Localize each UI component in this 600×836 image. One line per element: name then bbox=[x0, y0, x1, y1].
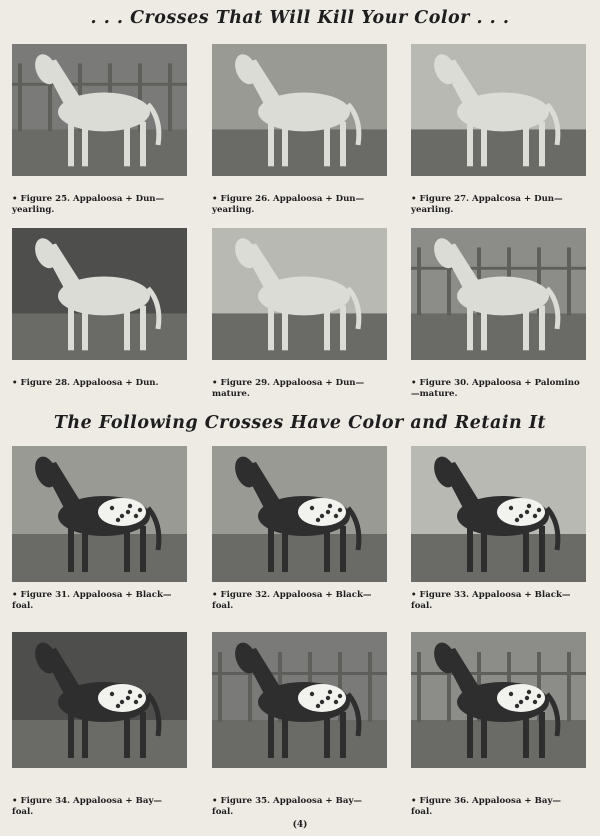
horse-photo bbox=[12, 446, 187, 582]
horse-photo-illustration bbox=[12, 632, 187, 768]
figure-caption: • Figure 30. Appaloosa + Palomino —mature. bbox=[411, 378, 580, 399]
figure-caption: • Figure 25. Appaloosa + Dun— yearling. bbox=[12, 194, 165, 215]
horse-leg bbox=[68, 122, 74, 167]
appaloosa-spot bbox=[138, 694, 142, 698]
appaloosa-spot bbox=[310, 692, 314, 696]
appaloosa-spot bbox=[128, 504, 132, 508]
horse-leg bbox=[82, 122, 88, 167]
appaloosa-spot bbox=[326, 696, 330, 700]
horse-photo-illustration bbox=[12, 228, 187, 360]
horse-leg bbox=[268, 712, 274, 758]
horse-photo-illustration bbox=[212, 446, 387, 582]
horse-photo bbox=[212, 44, 387, 176]
appaloosa-spot bbox=[310, 506, 314, 510]
horse-leg bbox=[324, 122, 330, 167]
horse-photo-illustration bbox=[411, 228, 586, 360]
horse-leg bbox=[467, 526, 473, 572]
horse-leg bbox=[523, 306, 529, 351]
horse-leg bbox=[82, 526, 88, 572]
horse-leg bbox=[268, 122, 274, 167]
horse-leg bbox=[539, 122, 545, 167]
page-number: (4) bbox=[292, 820, 308, 830]
horse-photo-illustration bbox=[411, 632, 586, 768]
horse-leg bbox=[467, 306, 473, 351]
horse-leg bbox=[523, 712, 529, 758]
appaloosa-blanket bbox=[98, 498, 146, 526]
appaloosa-spot bbox=[128, 690, 132, 694]
horse-leg bbox=[481, 712, 487, 758]
appaloosa-spot bbox=[320, 700, 324, 704]
fence-rail bbox=[411, 267, 586, 270]
figure-caption: • Figure 26. Appaloosa + Dun— yearling. bbox=[212, 194, 365, 215]
fence-post bbox=[168, 63, 172, 131]
horse-leg bbox=[467, 122, 473, 167]
appaloosa-spot bbox=[525, 696, 529, 700]
appaloosa-spot bbox=[533, 700, 537, 704]
appaloosa-spot bbox=[110, 506, 114, 510]
figure-caption: • Figure 36. Appaloosa + Bay— foal. bbox=[411, 796, 562, 817]
horse-photo bbox=[411, 446, 586, 582]
horse-leg bbox=[324, 306, 330, 351]
figure-caption: • Figure 29. Appaloosa + Dun— mature. bbox=[212, 378, 365, 399]
horse-leg bbox=[481, 122, 487, 167]
horse-leg bbox=[140, 122, 146, 167]
appaloosa-spot bbox=[120, 514, 124, 518]
horse-leg bbox=[68, 526, 74, 572]
appaloosa-spot bbox=[533, 514, 537, 518]
horse-leg bbox=[82, 712, 88, 758]
figure-caption: • Figure 31. Appaloosa + Black— foal. bbox=[12, 590, 172, 611]
horse-photo bbox=[212, 228, 387, 360]
horse-leg bbox=[467, 712, 473, 758]
appaloosa-blanket bbox=[298, 498, 346, 526]
appaloosa-spot bbox=[116, 704, 120, 708]
horse-leg bbox=[68, 712, 74, 758]
appaloosa-spot bbox=[334, 700, 338, 704]
appaloosa-spot bbox=[334, 514, 338, 518]
figure-caption: • Figure 33. Appaloosa + Black— foal. bbox=[411, 590, 571, 611]
horse-photo bbox=[12, 632, 187, 768]
appaloosa-blanket bbox=[298, 684, 346, 712]
horse-leg bbox=[282, 306, 288, 351]
fence-rail bbox=[212, 672, 387, 675]
figure-caption: • Figure 27. Appalcosa + Dun— yearling. bbox=[411, 194, 563, 215]
appaloosa-spot bbox=[126, 510, 130, 514]
appaloosa-spot bbox=[338, 694, 342, 698]
appaloosa-spot bbox=[515, 518, 519, 522]
fence-post bbox=[417, 652, 421, 722]
appaloosa-spot bbox=[126, 696, 130, 700]
horse-photo bbox=[411, 632, 586, 768]
appaloosa-spot bbox=[116, 518, 120, 522]
horse-leg bbox=[481, 306, 487, 351]
horse-leg bbox=[523, 122, 529, 167]
horse-photo bbox=[12, 228, 187, 360]
appaloosa-spot bbox=[519, 514, 523, 518]
horse-leg bbox=[324, 712, 330, 758]
horse-leg bbox=[140, 712, 146, 758]
appaloosa-spot bbox=[328, 690, 332, 694]
section-heading-kill-color: . . . Crosses That Will Kill Your Color . . . bbox=[90, 8, 510, 28]
appaloosa-blanket bbox=[497, 684, 545, 712]
fence-rail bbox=[411, 672, 586, 675]
appaloosa-spot bbox=[525, 510, 529, 514]
horse-photo-illustration bbox=[411, 44, 586, 176]
horse-photo bbox=[212, 446, 387, 582]
appaloosa-spot bbox=[110, 692, 114, 696]
horse-leg bbox=[124, 122, 130, 167]
appaloosa-spot bbox=[326, 510, 330, 514]
appaloosa-spot bbox=[316, 704, 320, 708]
figure-caption: • Figure 34. Appaloosa + Bay— foal. bbox=[12, 796, 163, 817]
appaloosa-spot bbox=[527, 690, 531, 694]
appaloosa-spot bbox=[328, 504, 332, 508]
fence-post bbox=[368, 652, 372, 722]
appaloosa-spot bbox=[138, 508, 142, 512]
horse-leg bbox=[268, 306, 274, 351]
horse-leg bbox=[282, 712, 288, 758]
horse-leg bbox=[68, 306, 74, 351]
horse-leg bbox=[539, 306, 545, 351]
appaloosa-blanket bbox=[98, 684, 146, 712]
horse-leg bbox=[124, 712, 130, 758]
appaloosa-spot bbox=[320, 514, 324, 518]
horse-leg bbox=[340, 306, 346, 351]
fence-post bbox=[417, 247, 421, 315]
fence-post bbox=[218, 652, 222, 722]
horse-photo-illustration bbox=[212, 228, 387, 360]
horse-leg bbox=[324, 526, 330, 572]
horse-leg bbox=[523, 526, 529, 572]
appaloosa-spot bbox=[134, 514, 138, 518]
horse-photo-illustration bbox=[12, 44, 187, 176]
appaloosa-spot bbox=[120, 700, 124, 704]
horse-photo-illustration bbox=[12, 446, 187, 582]
horse-leg bbox=[140, 526, 146, 572]
horse-photo-illustration bbox=[411, 446, 586, 582]
horse-leg bbox=[539, 712, 545, 758]
horse-photo-illustration bbox=[212, 44, 387, 176]
figure-caption: • Figure 32. Appaloosa + Black— foal. bbox=[212, 590, 372, 611]
appaloosa-spot bbox=[519, 700, 523, 704]
horse-photo bbox=[411, 228, 586, 360]
appaloosa-spot bbox=[316, 518, 320, 522]
section-heading-retain-color: The Following Crosses Have Color and Retain It bbox=[53, 413, 547, 433]
horse-photo bbox=[12, 44, 187, 176]
horse-leg bbox=[340, 122, 346, 167]
appaloosa-spot bbox=[509, 692, 513, 696]
appaloosa-spot bbox=[509, 506, 513, 510]
appaloosa-spot bbox=[537, 694, 541, 698]
appaloosa-spot bbox=[537, 508, 541, 512]
horse-leg bbox=[481, 526, 487, 572]
horse-photo-illustration bbox=[212, 632, 387, 768]
fence-post bbox=[18, 63, 22, 131]
appaloosa-spot bbox=[134, 700, 138, 704]
horse-leg bbox=[82, 306, 88, 351]
appaloosa-blanket bbox=[497, 498, 545, 526]
horse-leg bbox=[539, 526, 545, 572]
appaloosa-spot bbox=[515, 704, 519, 708]
figure-caption: • Figure 35. Appaloosa + Bay— foal. bbox=[212, 796, 363, 817]
horse-leg bbox=[140, 306, 146, 351]
horse-leg bbox=[268, 526, 274, 572]
horse-leg bbox=[124, 526, 130, 572]
horse-leg bbox=[340, 712, 346, 758]
horse-photo bbox=[411, 44, 586, 176]
figure-caption: • Figure 28. Appaloosa + Dun. bbox=[12, 378, 159, 388]
horse-leg bbox=[282, 526, 288, 572]
fence-post bbox=[567, 247, 571, 315]
horse-leg bbox=[124, 306, 130, 351]
fence-rail bbox=[12, 83, 187, 86]
horse-leg bbox=[282, 122, 288, 167]
fence-post bbox=[567, 652, 571, 722]
horse-photo bbox=[212, 632, 387, 768]
appaloosa-spot bbox=[338, 508, 342, 512]
horse-leg bbox=[340, 526, 346, 572]
appaloosa-spot bbox=[527, 504, 531, 508]
